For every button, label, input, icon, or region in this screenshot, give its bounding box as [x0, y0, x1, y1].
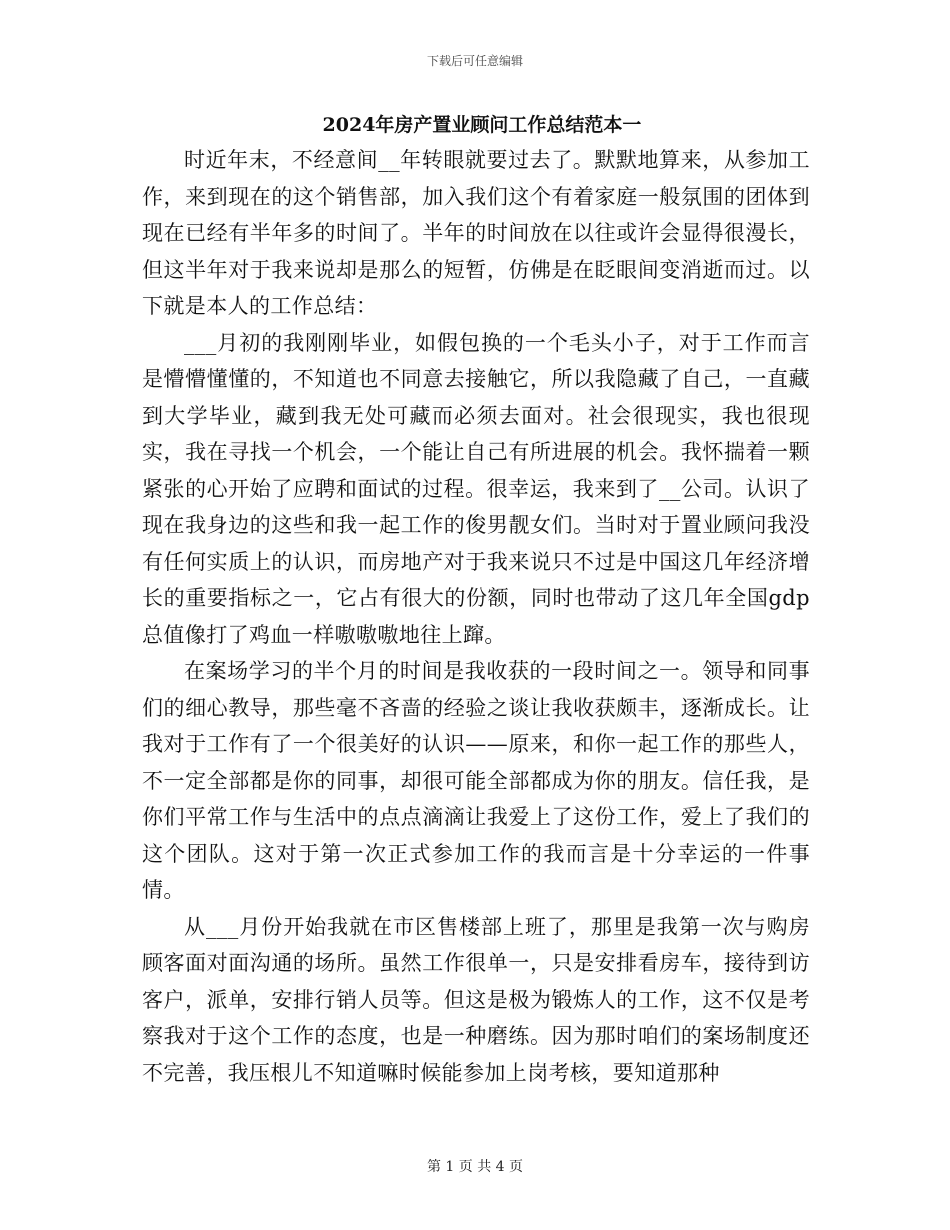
- header-note: 下载后可任意编辑: [426, 54, 523, 68]
- document-body: [142, 108, 810, 1091]
- paragraph-2: ___月初的我刚刚毕业，如假包换的一个毛头小子，对于工作而言是懵懵懂懂的，不知道也不同意去接触它，所以我隐藏了自己，一直藏到大学毕业，藏到我无处可藏而必须去面对。社会很现实，我也很现实，我在寻找一个机会，一个能让自己有所进展的机会。我怀揣着一颗紧张的心开始了应聘和面试的过程。很幸运，我来到了__公司。认识了现在我身边的这些和我一起工作的俊男靓女们。当时对于置业顾问我没有任何实质上的认识，而房地产对于我来说只不过是中国这几年经济增长的重要指标之一，它占有很大的份额，同时也带动了这几年全国gdp总值像打了鸡血一样嗷嗷嗷地往上蹿。: [142, 330, 810, 647]
- paragraph-4: 从___月份开始我就在市区售楼部上班了，那里是我第一次与购房顾客面对面沟通的场所。虽然工作很单一，只是安排看房车，接待到访客户，派单，安排行销人员等。但这是极为锻炼人的工作，这不仅是考察我对于这个工作的态度，也是一种磨练。因为那时咱们的案场制度还不完善，我压根儿不知道嘛时候能参加上岗考核，要知道那种: [142, 914, 810, 1085]
- paragraph-3: 在案场学习的半个月的时间是我收获的一段时间之一。领导和同事们的细心教导，那些毫不吝啬的经验之谈让我收获颇丰，逐渐成长。让我对于工作有了一个很美好的认识——原来，和你一起工作的那些人，不一定全部都是你的同事，却很可能全部都成为你的朋友。信任我，是你们平常工作与生活中的点点滴滴让我爱上了这份工作，爱上了我们的这个团队。这对于第一次正式参加工作的我而言是十分幸运的一件事情。: [142, 659, 810, 902]
- paragraph-1: 时近年末，不经意间__年转眼就要过去了。默默地算来，从参加工作，来到现在的这个销售部，加入我们这个有着家庭一般氛围的团体到现在已经有半年多的时间了。半年的时间放在以往或许会显得很漫长，但这半年对于我来说却是那么的短暂，仿佛是在眨眼间变消逝而过。以下就是本人的工作总结：: [142, 148, 810, 318]
- document-title: 2024年房产置业顾问工作总结范本一: [322, 114, 642, 136]
- page-number: 第 1 页 共 4 页: [426, 1159, 524, 1175]
